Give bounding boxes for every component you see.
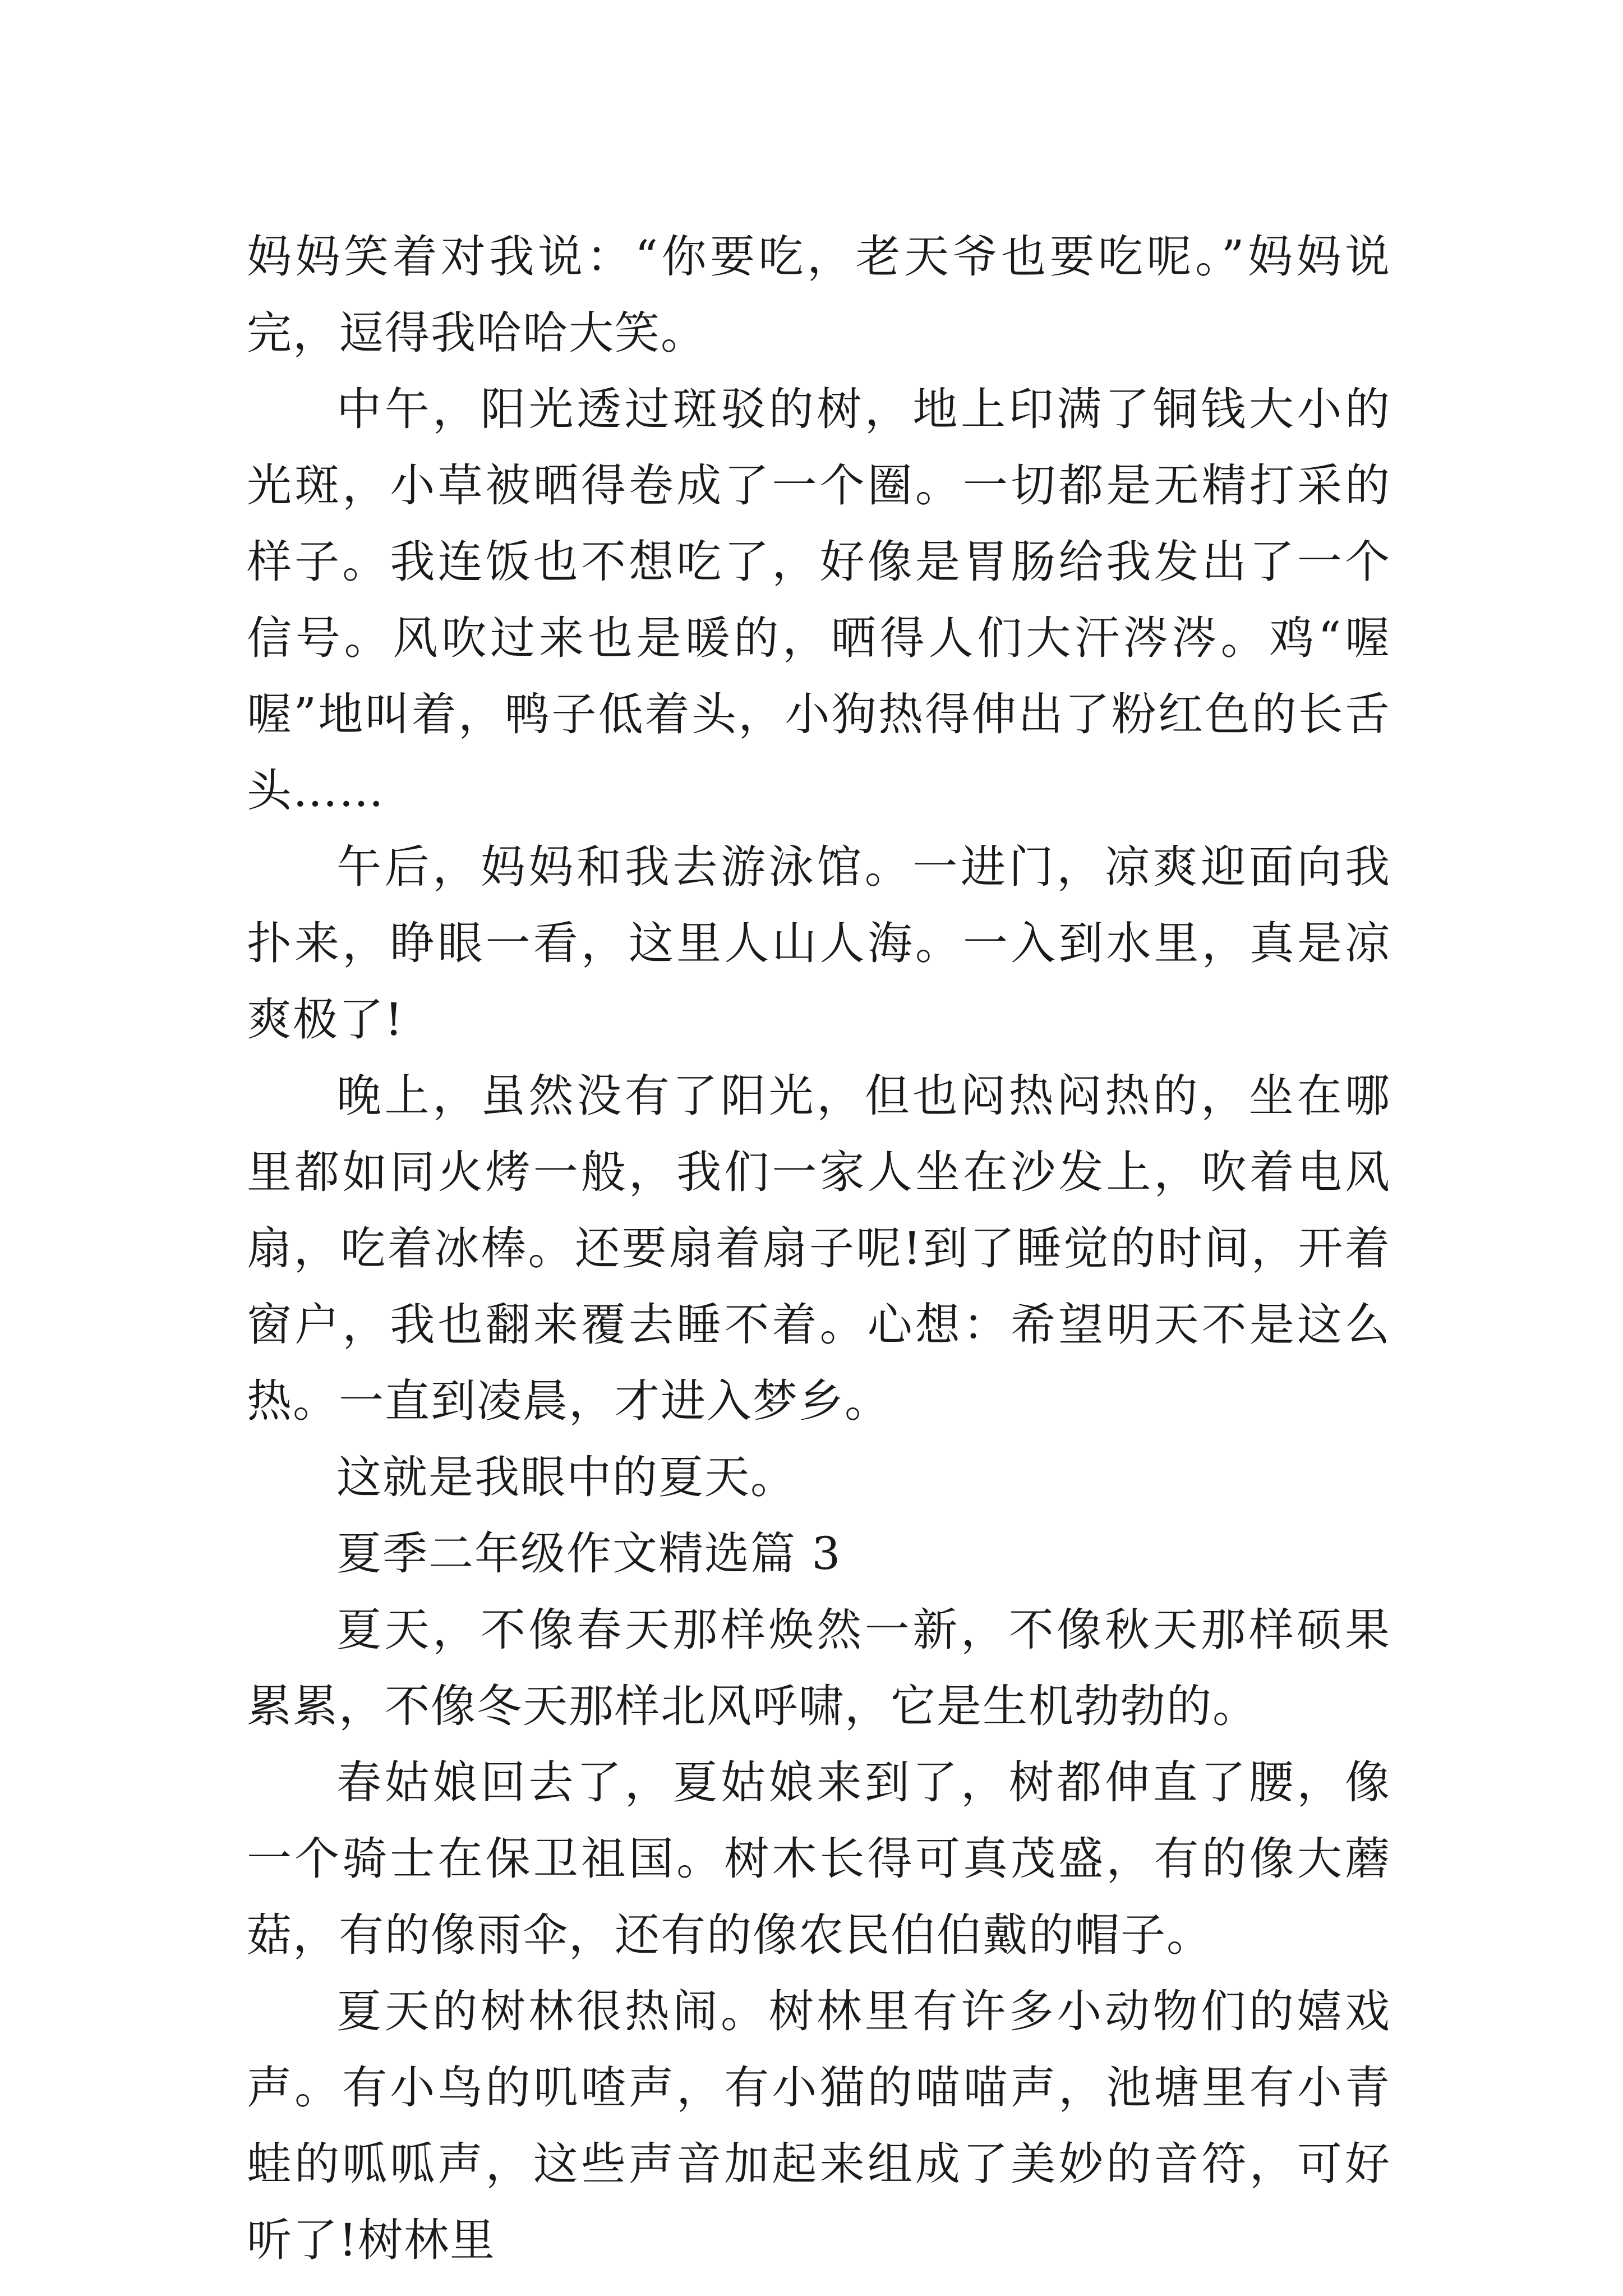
- paragraph-2: 中午，阳光透过斑驳的树，地上印满了铜钱大小的光斑，小草被晒得卷成了一个圈。一切都是无精打采的样子。我连饭也不想吃了，好像是胃肠给我发出了一个信号。风吹过来也是暖的，晒得人们大汗涔涔。鸡“喔喔”地叫着，鸭子低着头，小狗热得伸出了粉红色的长舌头……: [247, 383, 1391, 817]
- paragraph-6: 夏天，不像春天那样焕然一新，不像秋天那样硕果累累，不像冬天那样北风呼啸，它是生机勃勃的。: [247, 1604, 1391, 1732]
- paragraph-5: 这就是我眼中的夏天。: [336, 1451, 796, 1503]
- section-heading: 夏季二年级作文精选篇 3: [336, 1527, 842, 1580]
- paragraph-7: 春姑娘回去了，夏姑娘来到了，树都伸直了腰，像一个骑士在保卫祖国。树木长得可真茂盛，有的像大蘑菇，有的像雨伞，还有的像农民伯伯戴的帽子。: [247, 1756, 1391, 1961]
- body-text: [247, 219, 1391, 2279]
- paragraph-4: 晚上，虽然没有了阳光，但也闷热闷热的，坐在哪里都如同火烤一般，我们一家人坐在沙发上，吹着电风扇，吃着冰棒。还要扇着扇子呢!到了睡觉的时间，开着窗户，我也翻来覆去睡不着。心想：希望明天不是这么热。一直到凌晨，才进入梦乡。: [247, 1070, 1391, 1427]
- paragraph-8: 夏天的树林很热闹。树林里有许多小动物们的嬉戏声。有小鸟的叽喳声，有小猫的喵喵声，池塘里有小青蛙的呱呱声，这些声音加起来组成了美妙的音符，可好听了!树林里: [247, 1985, 1391, 2266]
- paragraph-1: 妈妈笑着对我说：“你要吃，老天爷也要吃呢。”妈妈说完，逗得我哈哈大笑。: [247, 231, 1391, 359]
- paragraph-3: 午后，妈妈和我去游泳馆。一进门，凉爽迎面向我扑来，睁眼一看，这里人山人海。一入到水里，真是凉爽极了!: [247, 841, 1391, 1046]
